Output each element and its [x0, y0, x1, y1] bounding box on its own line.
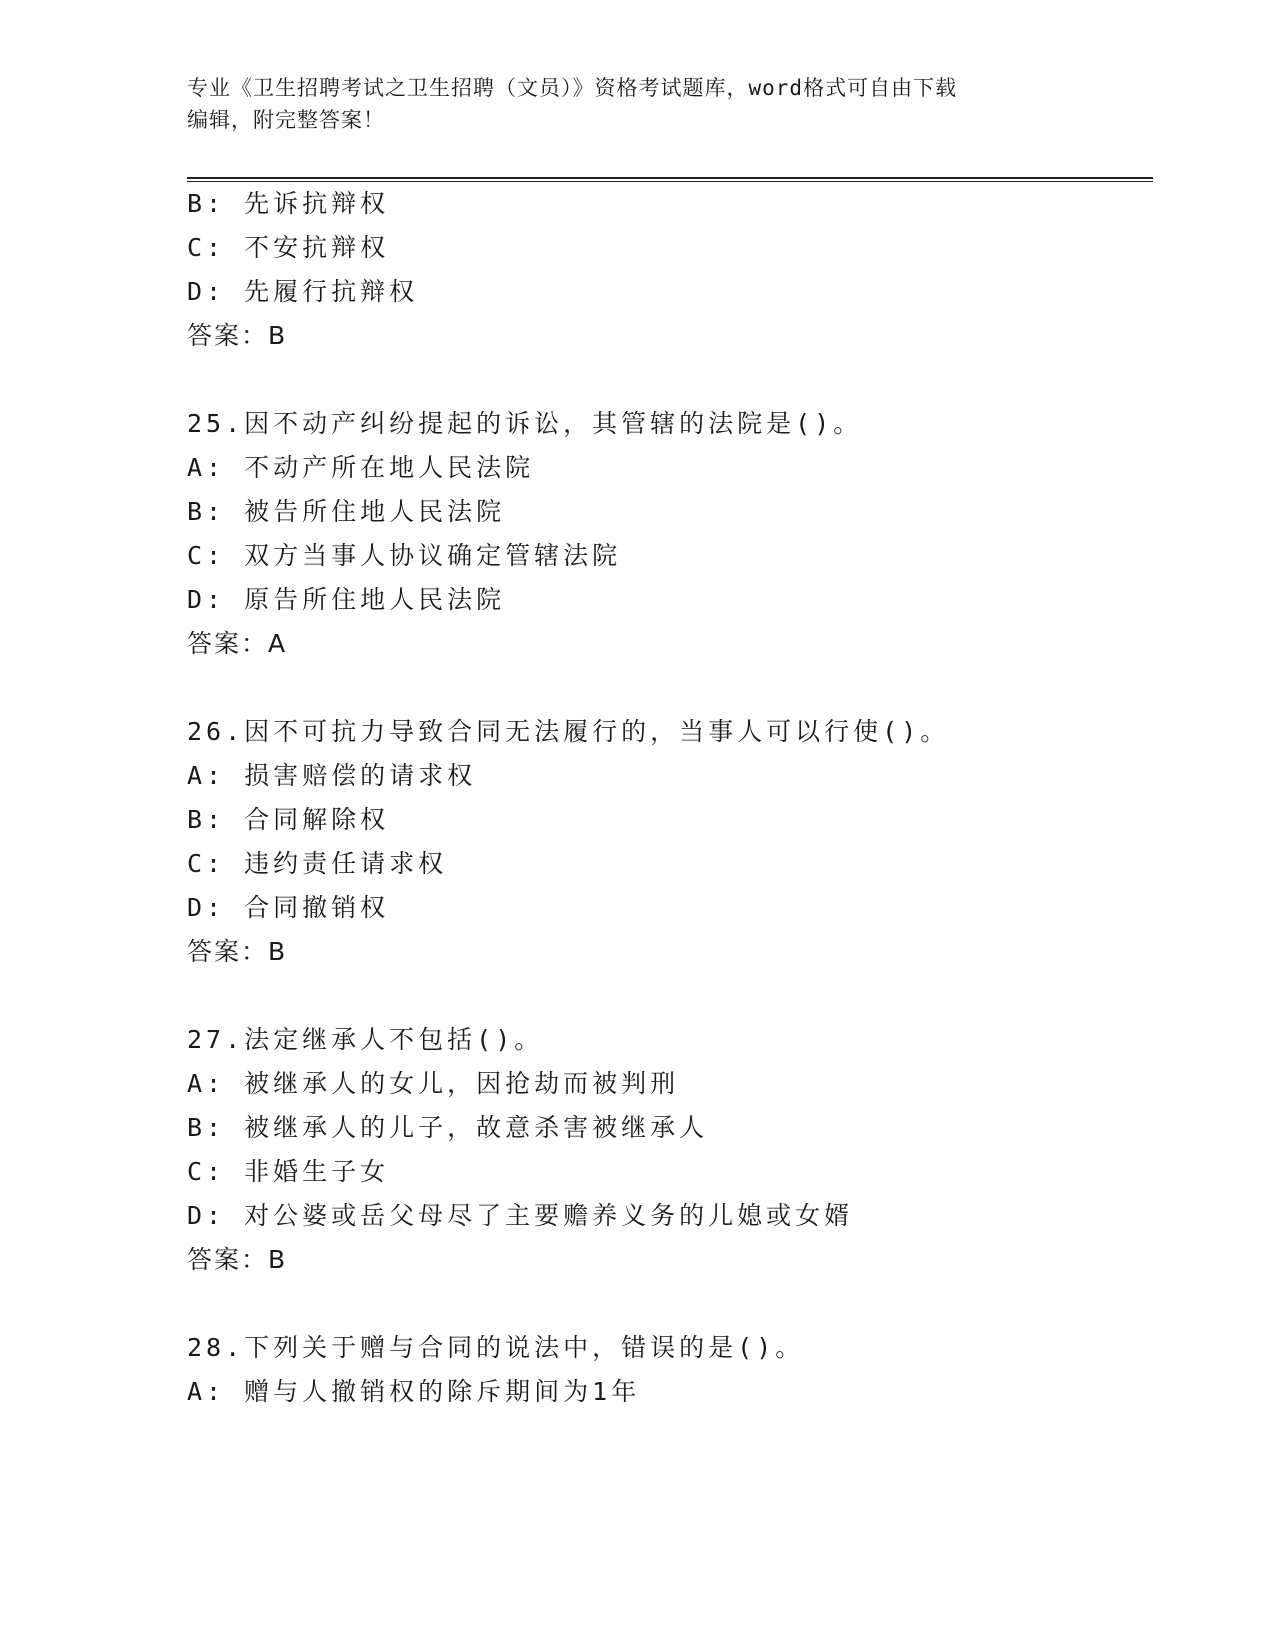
option-item: A: 赠与人撤销权的除斥期间为1年 [187, 1377, 641, 1406]
document-header [187, 72, 1087, 136]
question-stem: 25.因不动产纠纷提起的诉讼，其管辖的法院是()。 [187, 409, 863, 438]
option-item: A: 不动产所在地人民法院 [187, 453, 535, 482]
option-item: B: 被告所住地人民法院 [187, 497, 506, 526]
option-item: C: 不安抗辩权 [187, 233, 390, 262]
question-stem: 28.下列关于赠与合同的说法中，错误的是()。 [187, 1333, 805, 1362]
option-item: A: 被继承人的女儿，因抢劫而被判刑 [187, 1069, 680, 1098]
option-item: B: 先诉抗辩权 [187, 189, 390, 218]
option-item: B: 合同解除权 [187, 805, 390, 834]
option-item: D: 对公婆或岳父母尽了主要赡养义务的儿媳或女婿 [187, 1201, 854, 1230]
option-item: D: 先履行抗辩权 [187, 277, 419, 306]
option-item: C: 非婚生子女 [187, 1157, 390, 1186]
option-item: B: 被继承人的儿子，故意杀害被继承人 [187, 1113, 709, 1142]
header-divider [187, 177, 1153, 182]
option-item: A: 损害赔偿的请求权 [187, 761, 477, 790]
answer-line: 答案：A [187, 629, 288, 658]
option-item: D: 原告所住地人民法院 [187, 585, 506, 614]
header-line-2: 编辑，附完整答案！ [187, 108, 385, 132]
option-item: C: 违约责任请求权 [187, 849, 448, 878]
option-item: D: 合同撤销权 [187, 893, 390, 922]
question-stem: 27.法定继承人不包括()。 [187, 1025, 544, 1054]
answer-line: 答案：B [187, 321, 288, 350]
question-stem: 26.因不可抗力导致合同无法履行的，当事人可以行使()。 [187, 717, 950, 746]
answer-line: 答案：B [187, 1245, 288, 1274]
header-line-1: 专业《卫生招聘考试之卫生招聘（文员）》资格考试题库，word格式可自由下载 [187, 76, 958, 100]
answer-line: 答案：B [187, 937, 288, 966]
option-item: C: 双方当事人协议确定管辖法院 [187, 541, 622, 570]
